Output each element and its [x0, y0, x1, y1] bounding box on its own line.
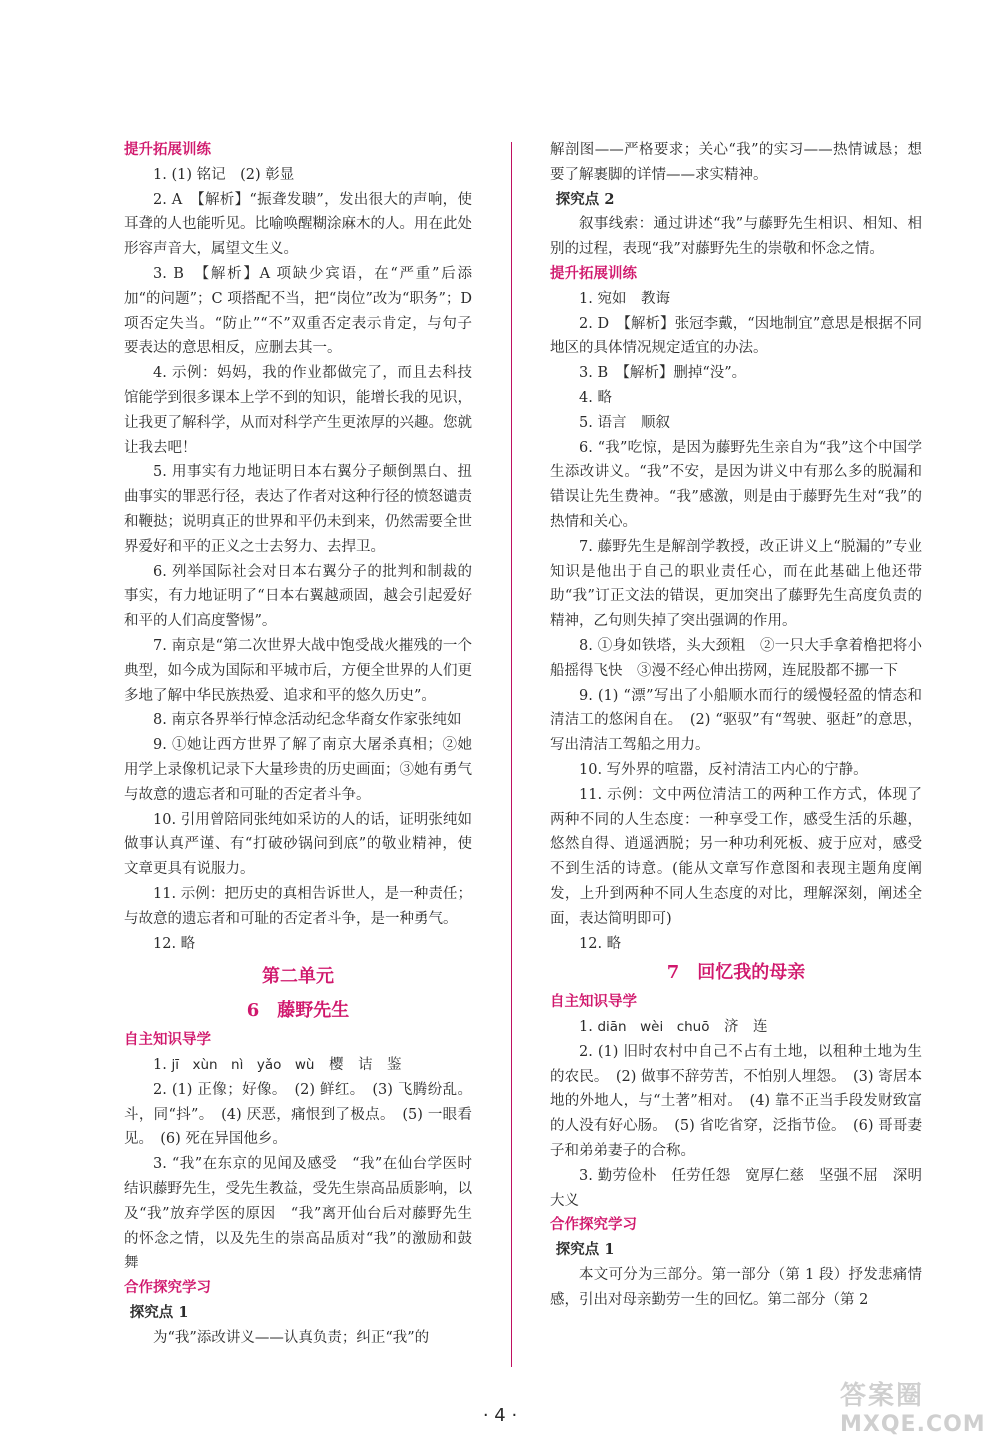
subsection-heading: 探究点 1: [555, 1241, 615, 1259]
answer-item: 12. 略: [579, 935, 622, 952]
answer-item: 11. 示例：把历史的真相告诉世人，是一种责任；与故意的遗忘者和可耻的否定者斗争，是一种勇气。: [124, 885, 472, 927]
section-heading: 自主知识导学: [550, 993, 637, 1011]
page-number: · 4 ·: [482, 1405, 518, 1426]
watermark-top: 答案圈: [840, 1381, 925, 1411]
answer-item: 3. “我”在东京的见闻及感受 “我”在仙台学医时结识藤野先生，受先生教益，受先生崇高品质影响，以及“我”放弃学医的原因 “我”离开仙台后对藤野先生的怀念之情，以及先生的崇高品质对“我”的激励和鼓舞: [124, 1156, 472, 1272]
lesson-name: 回忆我的母亲: [697, 962, 806, 984]
section-heading: 提升拓展训练: [550, 264, 637, 282]
character-answers: 济 连: [709, 1019, 768, 1036]
answer-item: 4. 略: [579, 389, 612, 406]
section-heading: 合作探究学习: [124, 1279, 211, 1297]
unit-title: 第二单元: [262, 966, 334, 988]
right-column: [550, 138, 922, 1313]
lesson-title: [124, 996, 472, 1026]
answer-item: 3. B 【解析】删掉“没”。: [579, 365, 747, 382]
answer-item: 7. 南京是“第二次世界大战中饱受战火摧残的一个典型，如今成为国际和平城市后，方便全世界的人们更多地了解中华民族热爱、追求和平的悠久历史”。: [124, 637, 472, 704]
subsection-heading: 探究点 2: [555, 190, 615, 208]
answer-item: 1. (1) 铭记 (2) 彰显: [153, 166, 295, 183]
item-number: 1.: [579, 1019, 593, 1036]
answer-item: 9. (1) “漂”写出了小船顺水而行的缓慢轻盈的情态和清洁工的悠闲自在。 (2) “驱驭”有“驾驶、驱赶”的意思，写出清洁工驾船之用力。: [550, 687, 922, 754]
answer-item: 本文可分为三部分。第一部分（第 1 段）抒发悲痛情感，引出对母亲勤劳一生的回忆。第二部分（第 2: [550, 1267, 922, 1308]
answer-item: 3. B 【解析】A 项缺少宾语，在“严重”后添加“的问题”；C 项搭配不当，把“岗位”改为“职务”；D 项否定失当。“防止”“不”双重否定表示肯定，与句子要表达的意思相反，应删去其一。: [124, 265, 472, 357]
section-heading: 提升拓展训练: [124, 141, 211, 158]
answer-item: 2. (1) 正像；好像。 (2) 鲜红。 (3) 飞腾纷乱。斗，同“抖”。 (4) 厌恶，痛恨到了极点。 (5) 一眼看见。 (6) 死在异国他乡。: [124, 1081, 472, 1148]
answer-item: 12. 略: [153, 935, 196, 952]
answer-item: 1. 宛如 教诲: [579, 290, 670, 307]
answer-item: [550, 1015, 922, 1040]
answer-item: 10. 写外界的喧嚣，反衬清洁工内心的宁静。: [579, 761, 868, 778]
answer-item: 2. D 【解析】张冠李戴，“因地制宜”意思是根据不同地区的具体情况规定适宜的办法。: [550, 315, 922, 357]
answer-item: 10. 引用曾陪同张纯如采访的人的话，证明张纯如做事认真严谨、有“打破砂锅问到底”的敬业精神，使文章更具有说服力。: [124, 811, 472, 878]
lesson-number: 7: [666, 962, 680, 984]
lesson-number: 6: [246, 1000, 260, 1022]
answer-item: [124, 1053, 472, 1078]
answer-item: 叙事线索：通过讲述“我”与藤野先生相识、相知、相别的过程，表现“我”对藤野先生的崇敬和怀念之情。: [550, 216, 922, 258]
watermark-logo: [840, 1375, 990, 1445]
answer-item: 为“我”添改讲义——认真负责；纠正“我”的: [153, 1329, 430, 1346]
column-divider: [511, 142, 512, 1367]
answer-item: 11. 示例：文中两位清洁工的两种工作方式，体现了两种不同的人生态度：一种享受工作，感受生活的乐趣，悠然自得、逍遥洒脱；另一种功利死板、疲于应对，感受不到生活的诗意。(能从文章写作意图和表现主题角度阐发，上升到两种不同人生态度的对比，理解深刻，阐述全面，表达简明即可): [550, 786, 922, 927]
section-heading: 自主知识导学: [124, 1031, 211, 1049]
answer-item: 解剖图——严格要求；关心“我”的实习——热情诚恳；想要了解裹脚的详情——求实精神。: [550, 142, 922, 183]
character-answers: 樱 诘 鉴: [314, 1057, 402, 1074]
left-column: [124, 138, 472, 1351]
subsection-heading: 探究点 1: [129, 1304, 189, 1322]
answer-item: 4. 示例：妈妈，我的作业都做完了，而且去科技馆能学到很多课本上学不到的知识，能增长我的见识，让我更了解科学，从而对科学产生更浓厚的兴趣。您就让我去吧！: [124, 365, 472, 456]
lesson-name: 藤野先生: [277, 1000, 350, 1022]
answer-item: 6. “我”吃惊，是因为藤野先生亲自为“我”这个中国学生添改讲义。“我”不安，是因为讲义中有那么多的脱漏和错误让先生费神。“我”感激，则是由于藤野先生对“我”的热情和关心。: [550, 439, 922, 530]
answer-item: 8. 南京各界举行悼念活动纪念华裔女作家张纯如: [153, 712, 462, 729]
answer-item: 2. (1) 旧时农村中自己不占有土地，以租种土地为生的农民。 (2) 做事不辞劳苦，不怕别人埋怨。 (3) 寄居本地的外地人，与“土著”相对。 (4) 靠不正当手段发财致富的人没有好心肠。 (5) 省吃省穿，泛指节俭。 (6) 哥哥妻子和弟弟妻子的合称。: [550, 1043, 922, 1160]
answer-item: 5. 用事实有力地证明日本右翼分子颠倒黑白、扭曲事实的罪恶行径，表达了作者对这种行径的愤怒谴责和鞭挞；说明真正的世界和平仍未到来，仍然需要全世界爱好和平的正义之士去努力、去捍卫。: [124, 464, 472, 555]
answer-item: 5. 语言 顺叙: [579, 414, 670, 431]
answer-item: 9. ①她让西方世界了解了南京大屠杀真相；②她用学上录像机记录下大量珍贵的历史画面；③她有勇气与故意的遗忘者和可耻的否定者斗争。: [124, 737, 472, 803]
watermark-bottom: MXQE.COM: [840, 1412, 986, 1437]
answer-item: 8. ①身如铁塔，头大颈粗 ②一只大手拿着橹把将小船摇得飞快 ③漫不经心伸出捞网，连屁股都不挪一下: [550, 637, 922, 679]
item-number: 1.: [153, 1057, 167, 1074]
section-heading: 合作探究学习: [550, 1216, 637, 1234]
pinyin-answers: diān wèi chuō: [597, 1019, 710, 1036]
answer-item: 6. 列举国际社会对日本右翼分子的批判和制裁的事实，有力地证明了“日本右翼越顽固，越会引起爱好和平的人们高度警惕”。: [124, 563, 472, 630]
answer-item: 2. A 【解析】“振聋发聩”，发出很大的声响，使耳聋的人也能听见。比喻唤醒糊涂麻木的人。用在此处形容声音大，属望文生义。: [124, 191, 472, 258]
answer-item: 3. 勤劳俭朴 任劳任怨 宽厚仁慈 坚强不屈 深明大义: [550, 1167, 922, 1209]
lesson-title: [550, 958, 922, 988]
pinyin-answers: jī xùn nì yǎo wù: [171, 1057, 315, 1074]
answer-item: 7. 藤野先生是解剖学教授，改正讲义上“脱漏的”专业知识是他出于自己的职业责任心，而在此基础上他还带助“我”订正文法的错误，更加突出了藤野先生高度负责的精神，乙句则失掉了突出强调的作用。: [550, 538, 922, 630]
